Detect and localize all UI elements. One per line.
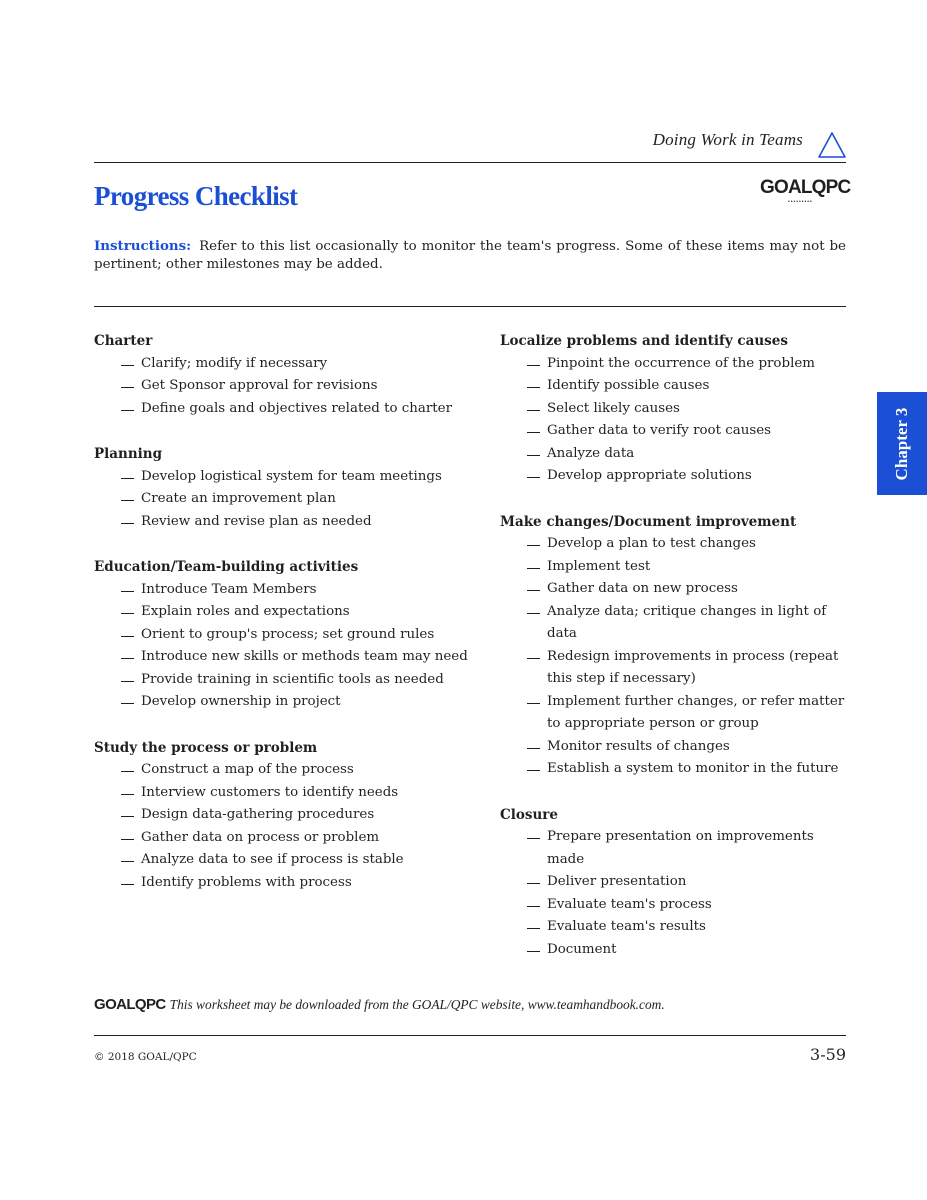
checklist-item-label: Analyze data to see if process is stable [141,852,404,867]
checklist-item-label: Redesign improvements in process (repeat this step if necessary) [547,648,839,686]
checklist-item [94,466,474,489]
check-blank[interactable] [527,883,540,884]
check-blank[interactable] [527,545,540,546]
checklist-item-label: Explain roles and expectations [141,604,350,619]
checklist-item-label: Orient to group's process; set ground rules [141,626,435,642]
checklist-item [94,375,474,398]
page-number: 3-59 [810,1045,846,1064]
checklist-item [94,624,474,647]
checklist-section [94,737,474,895]
checklist-item-label: Develop logistical system for team meetings [141,468,442,484]
checklist-item-label: Implement test [547,558,651,574]
page-title: Progress Checklist [94,181,298,211]
checklist-item [500,420,860,443]
checklist-item-label: Monitor results of changes [547,738,730,754]
checklist-item-label: Introduce Team Members [141,581,317,597]
check-blank[interactable] [527,838,540,839]
section-title: Charter [94,333,153,349]
goalqpc-logo [760,177,851,205]
checklist-item [500,916,860,939]
check-blank[interactable] [527,432,540,433]
check-blank[interactable] [527,928,540,929]
checklist-item [94,646,474,669]
checklist-item [500,578,860,601]
check-blank[interactable] [527,365,540,366]
check-blank[interactable] [527,906,540,907]
instructions-text: Refer to this list occasionally to monitor the team's progress. Some of these items may not be pertinent; other milestones may be added. [94,239,846,272]
checklist-item [500,646,860,691]
checklist-item [94,782,474,805]
checklist-item-label: Prepare presentation on improvements made [547,829,814,867]
checklist-item-label: Identify possible causes [547,378,710,393]
checklist-item [500,443,860,466]
check-blank[interactable] [121,523,134,524]
checklist-item-label: Construct a map of the process [141,762,354,777]
copyright: © 2018 GOAL/QPC [94,1051,197,1063]
checklist-section [94,556,474,714]
checklist-item [500,398,860,421]
check-blank[interactable] [527,748,540,749]
checklist-item-label: Develop a plan to test changes [547,536,756,551]
checklist-item-label: Establish a system to monitor in the future [547,761,839,776]
checklist-item-label: Identify problems with process [141,874,352,890]
checklist-item-label: Develop appropriate solutions [547,468,752,483]
checklist-item [500,939,860,962]
checklist-item [500,353,860,376]
checklist-item [500,465,860,488]
checklist-item [94,488,474,511]
check-blank[interactable] [121,613,134,614]
checklist-item-label: Clarify; modify if necessary [141,355,328,371]
check-blank[interactable] [527,770,540,771]
checklist-item [500,758,860,781]
checklist-item [94,691,474,714]
running-head: Doing Work in Teams [652,130,803,149]
checklist-item-label: Interview customers to identify needs [141,784,399,800]
checklist-item-label: Provide training in scientific tools as needed [141,671,444,687]
checklist-item [500,826,860,871]
footer-logo: GOALQPC [94,996,166,1013]
check-blank[interactable] [121,387,134,388]
checklist-item-label: Review and revise plan as needed [141,513,372,529]
triangle-icon [817,131,847,159]
check-blank[interactable] [121,794,134,795]
check-blank[interactable] [121,861,134,862]
check-blank[interactable] [121,636,134,637]
check-blank[interactable] [121,884,134,885]
logo-dots: ••••••••• [788,199,813,205]
checklist-item-label: Evaluate team's process [547,896,712,912]
checklist-section [94,330,474,420]
checklist-item [94,601,474,624]
section-title: Localize problems and identify causes [500,333,788,349]
checklist-item-label: Introduce new skills or methods team may need [141,649,468,664]
checklist-left-column [94,330,474,917]
check-blank[interactable] [527,568,540,569]
check-blank[interactable] [121,703,134,704]
checklist-item-label: Evaluate team's results [547,919,706,934]
check-blank[interactable] [527,455,540,456]
checklist-item [94,759,474,782]
check-blank[interactable] [121,478,134,479]
section-title: Make changes/Document improvement [500,513,797,530]
check-blank[interactable] [527,590,540,591]
checklist-item-label: Analyze data [547,445,635,461]
check-blank[interactable] [121,500,134,501]
checklist-item [500,601,860,646]
footer-note-text: This worksheet may be downloaded from the GOAL/QPC website, www.teamhandbook.com. [169,997,665,1012]
checklist-item [94,511,474,534]
checklist-item [500,736,860,759]
checklist-item [94,398,474,421]
checklist-item [94,849,474,872]
check-blank[interactable] [527,658,540,659]
logo-text: GOALQPC [760,177,851,198]
checklist-item [94,804,474,827]
check-blank[interactable] [527,951,540,952]
footer-note [94,996,665,1013]
checklist-item [500,871,860,894]
checklist-item [500,691,860,736]
check-blank[interactable] [121,658,134,659]
checklist-section [94,443,474,533]
check-blank[interactable] [121,365,134,366]
checklist-section [500,330,860,488]
checklist-item [94,579,474,602]
checklist-item-label: Pinpoint the occurrence of the problem [547,355,815,371]
check-blank[interactable] [121,816,134,817]
check-blank[interactable] [527,477,540,478]
check-blank[interactable] [121,839,134,840]
section-rule [94,306,846,307]
checklist-item-label: Deliver presentation [547,874,687,889]
footer-rule [94,1035,846,1036]
checklist-item-label: Gather data on new process [547,581,738,596]
checklist-item-label: Analyze data; critique changes in light of data [547,603,827,641]
check-blank[interactable] [527,387,540,388]
check-blank[interactable] [121,681,134,682]
chapter-tab[interactable] [877,392,927,495]
header-rule [94,162,846,163]
section-title: Study the process or problem [94,739,318,756]
instructions [94,237,846,274]
checklist-item [94,827,474,850]
checklist-item-label: Gather data to verify root causes [547,423,772,438]
checklist-item [94,872,474,895]
checklist-item-label: Define goals and objectives related to charter [141,400,452,416]
check-blank[interactable] [121,410,134,411]
check-blank[interactable] [527,410,540,411]
checklist-section [500,511,860,781]
section-title: Planning [94,446,163,462]
checklist-item [94,669,474,692]
checklist-item-label: Design data-gathering procedures [141,807,375,822]
section-title: Closure [500,806,558,823]
check-blank[interactable] [527,703,540,704]
checklist-item-label: Implement further changes, or refer matter to appropriate person or group [547,693,845,731]
checklist-item [500,375,860,398]
check-blank[interactable] [527,613,540,614]
check-blank[interactable] [121,771,134,772]
checklist-item [500,533,860,556]
checklist-right-column [500,330,860,984]
checklist-item [94,353,474,376]
checklist-item-label: Select likely causes [547,400,680,416]
checklist-section [500,804,860,962]
instructions-label: Instructions: [94,238,192,254]
checklist-item-label: Develop ownership in project [141,694,341,709]
checklist-item-label: Get Sponsor approval for revisions [141,378,378,393]
checklist-item [500,894,860,917]
chapter-tab-label: Chapter 3 [892,407,911,480]
checklist-item-label: Create an improvement plan [141,491,336,506]
checklist-item-label: Gather data on process or problem [141,829,380,845]
checklist-item [500,556,860,579]
checklist-item-label: Document [547,941,617,957]
section-title: Education/Team-building activities [94,559,359,575]
check-blank[interactable] [121,591,134,592]
